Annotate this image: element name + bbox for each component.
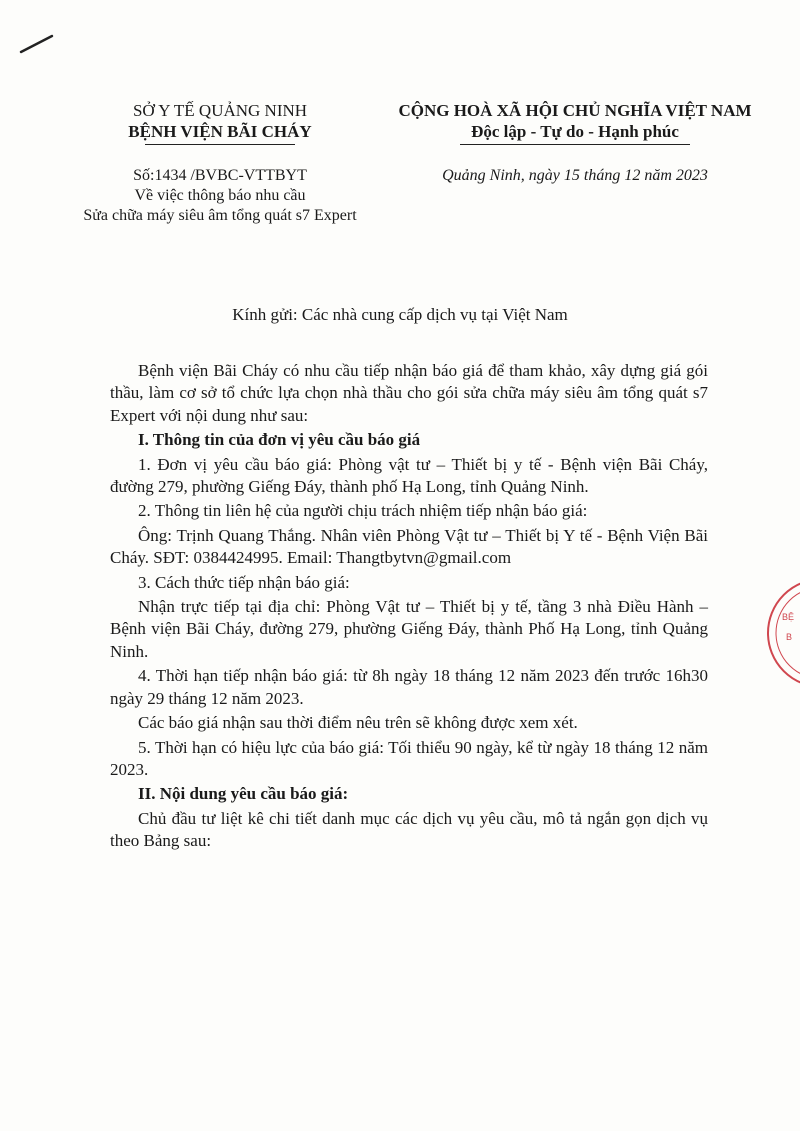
recipient-line: Kính gửi: Các nhà cung cấp dịch vụ tại Việt Nam xyxy=(232,305,568,324)
item-5: 5. Thời hạn có hiệu lực của báo giá: Tối thiểu 90 ngày, kể từ ngày 18 tháng 12 năm 2023. xyxy=(110,737,708,779)
hospital-underline xyxy=(145,144,295,145)
subject-line-1: Về việc thông báo nhu cầu xyxy=(134,187,306,204)
document-body xyxy=(110,360,708,855)
national-motto: Độc lập - Tự do - Hạnh phúc xyxy=(471,122,679,141)
item-2-detail: Ông: Trịnh Quang Thắng. Nhân viên Phòng Vật tư – Thiết bị Y tế - Bệnh Viện Bãi Cháy. SĐT: 0384424995. Email: Thangtbytvn@gmail.com xyxy=(110,525,708,568)
stamp-fragment-bottom: B xyxy=(786,632,793,642)
hospital-name: BỆNH VIỆN BÃI CHÁY xyxy=(128,122,312,141)
section-2-heading: II. Nội dung yêu cầu báo giá: xyxy=(138,784,349,804)
item-3-detail: Nhận trực tiếp tại địa chỉ: Phòng Vật tư – Thiết bị y tế, tầng 3 nhà Điều Hành – Bệnh viện Bãi Cháy, đường 279, phường Giếng Đáy, thành Phố Hạ Long, tỉnh Quảng Ninh. xyxy=(110,597,708,661)
red-seal-stamp xyxy=(760,578,800,688)
issuer-block xyxy=(60,100,380,145)
place-date: Quảng Ninh, ngày 15 tháng 12 năm 2023 xyxy=(442,167,708,184)
section-1-heading: I. Thông tin của đơn vị yêu cầu báo giá xyxy=(138,430,421,450)
item-2: 2. Thông tin liên hệ của người chịu trách nhiệm tiếp nhận báo giá: xyxy=(138,501,588,521)
motto-underline xyxy=(460,144,690,145)
item-4-note: Các báo giá nhận sau thời điểm nêu trên sẽ không được xem xét. xyxy=(138,713,578,733)
section-2-detail: Chủ đầu tư liệt kê chi tiết danh mục các dịch vụ yêu cầu, mô tả ngắn gọn dịch vụ theo Bảng sau: xyxy=(110,808,708,851)
intro-paragraph: Bệnh viện Bãi Cháy có nhu cầu tiếp nhận báo giá để tham khảo, xây dựng giá gói thầu, làm cơ sở tổ chức lựa chọn nhà thầu cho gói sửa chữa máy siêu âm tổng quát s7 Expert với nội dung như sau: xyxy=(110,361,708,425)
national-title-block xyxy=(380,100,770,145)
subject-line-2: Sửa chữa máy siêu âm tổng quát s7 Expert xyxy=(83,207,357,224)
stamp-fragment-top: BỆ xyxy=(782,612,795,622)
country-name: CỘNG HOÀ XÃ HỘI CHỦ NGHĨA VIỆT NAM xyxy=(398,101,752,120)
document-number: Số:1434 /BVBC-VTTBYT xyxy=(133,167,307,184)
item-4: 4. Thời hạn tiếp nhận báo giá: từ 8h ngày 18 tháng 12 năm 2023 đến trước 16h30 ngày 29 tháng 12 năm 2023. xyxy=(110,666,708,708)
document-reference xyxy=(60,166,380,226)
pen-stroke-mark xyxy=(18,30,58,60)
item-3: 3. Cách thức tiếp nhận báo giá: xyxy=(138,572,350,592)
ministry-name: SỞ Y TẾ QUẢNG NINH xyxy=(132,101,308,120)
item-1: 1. Đơn vị yêu cầu báo giá: Phòng vật tư – Thiết bị y tế - Bệnh viện Bãi Cháy, đường 279, phường Giếng Đáy, thành phố Hạ Long, tỉnh Quảng Ninh. xyxy=(110,454,708,497)
